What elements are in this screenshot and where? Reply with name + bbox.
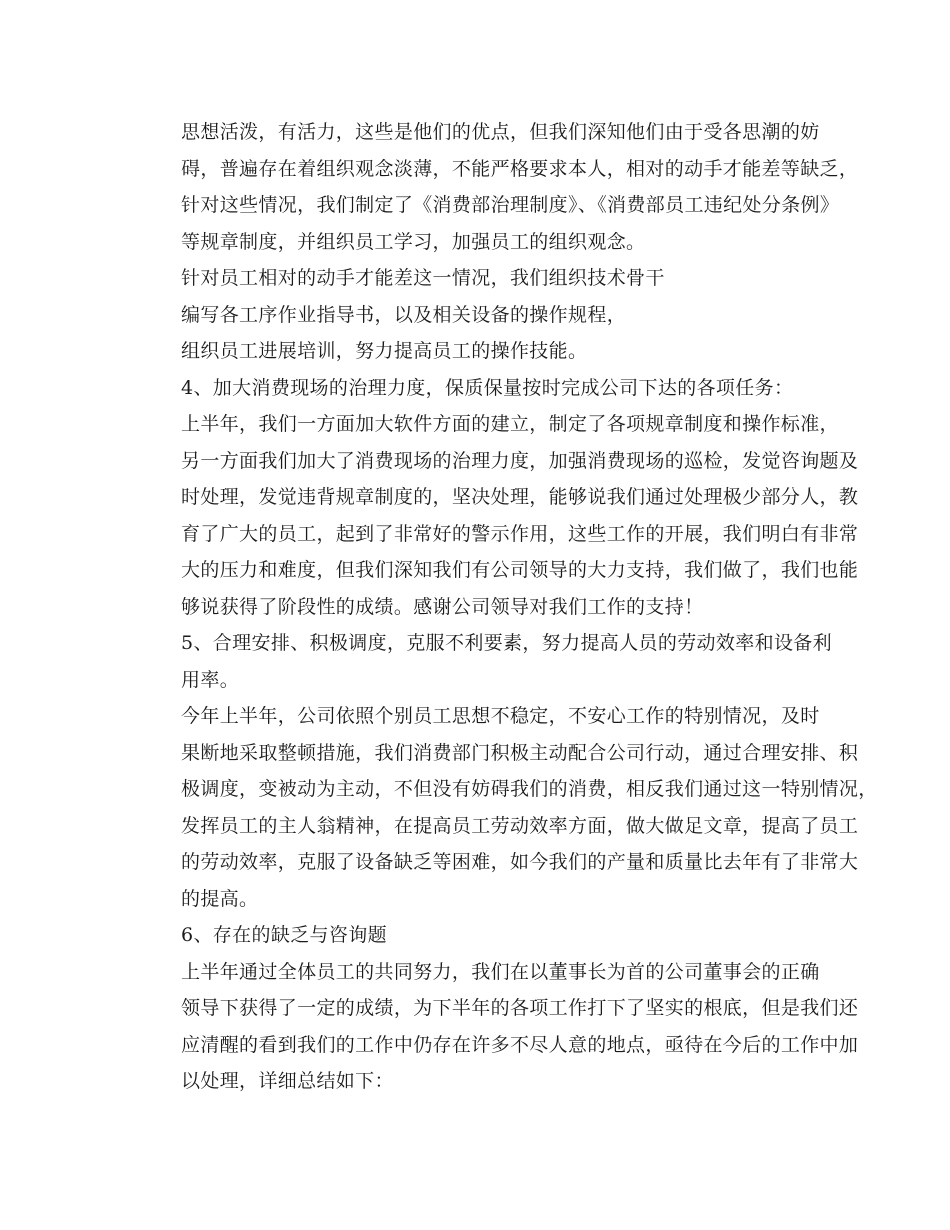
text-line: 等规章制度，并组织员工学习，加强员工的组织观念。 [181,230,646,253]
paragraph [144,406,859,625]
text-line: 6、存在的缺乏与咨询题 [181,924,387,946]
paragraph [144,114,859,260]
text-line: 极调度，变被动为主动，不但没有妨碍我们的消费，相反我们通过这一特别情况， [181,778,878,800]
text-line: 4、加大消费现场的治理力度，保质保量按时完成公司下达的各项任务： [181,376,794,399]
paragraph [144,698,878,917]
text-line: 上半年，我们一方面加大软件方面的建立，制定了各项规章制度和操作标准， [181,413,839,435]
paragraph [144,625,832,698]
text-line: 果断地采取整顿措施，我们消费部门积极主动配合公司行动，通过合理安排、积 [181,741,859,764]
text-line: 5、合理安排、积极调度，克服不利要素，努力提高人员的劳动效率和设备利 [181,632,832,654]
text-line: 的劳动效率，克服了设备缺乏等困难，如今我们的产量和质量比去年有了非常大 [181,851,859,873]
text-line: 针对员工相对的动手才能差这一情况，我们组织技术骨干 [181,267,665,289]
document-body [144,114,950,1100]
paragraph [144,917,814,954]
text-line: 发挥员工的主人翁精神，在提高员工劳动效率方面，做大做足文章，提高了员工 [181,814,859,837]
text-line: 育了广大的员工，起到了非常好的警示作用，这些工作的开展，我们明白有非常 [181,522,859,545]
text-line: 碍，普遍存在着组织观念淡薄，不能严格要求本人，相对的动手才能差等缺乏， [181,157,859,180]
text-line: 针对这些情况，我们制定了《消费部治理制度》、《消费部员工违纪处分条例》 [181,194,840,216]
text-line: 够说获得了阶段性的成绩。感谢公司领导对我们工作的支持！ [181,595,704,618]
paragraph [144,333,814,370]
paragraph [144,297,814,334]
text-line: 应清醒的看到我们的工作中仍存在许多不尽人意的地点，亟待在今后的工作中加 [181,1033,859,1056]
text-line: 另一方面我们加大了消费现场的治理力度，加强消费现场的巡检，发觉咨询题及 [181,449,859,472]
text-line: 时处理，发觉违背规章制度的，坚决处理，能够说我们通过处理极少部分人，教 [181,486,859,508]
paragraph [144,370,814,407]
text-line: 以处理，详细总结如下： [181,1070,394,1092]
text-line: 思想活泼，有活力，这些是他们的优点，但我们深知他们由于受各思潮的妨 [181,121,820,143]
text-line: 上半年通过全体员工的共同努力，我们在以董事长为首的公司董事会的正确 [181,960,820,983]
text-line: 的提高。 [181,887,259,910]
text-line: 今年上半年，公司依照个别员工思想不稳定，不安心工作的特别情况，及时 [181,705,820,727]
text-line: 领导下获得了一定的成绩，为下半年的各项工作打下了坚实的根底，但是我们还 [181,997,859,1019]
paragraph [144,954,859,1100]
text-line: 组织员工进展培训，努力提高员工的操作技能。 [181,340,588,362]
text-line: 用率。 [181,668,240,691]
paragraph [144,260,814,297]
text-line: 编写各工序作业指导书，以及相关设备的操作规程， [181,303,627,326]
text-line: 大的压力和难度，但我们深知我们有公司领导的大力支持，我们做了，我们也能 [181,559,859,581]
